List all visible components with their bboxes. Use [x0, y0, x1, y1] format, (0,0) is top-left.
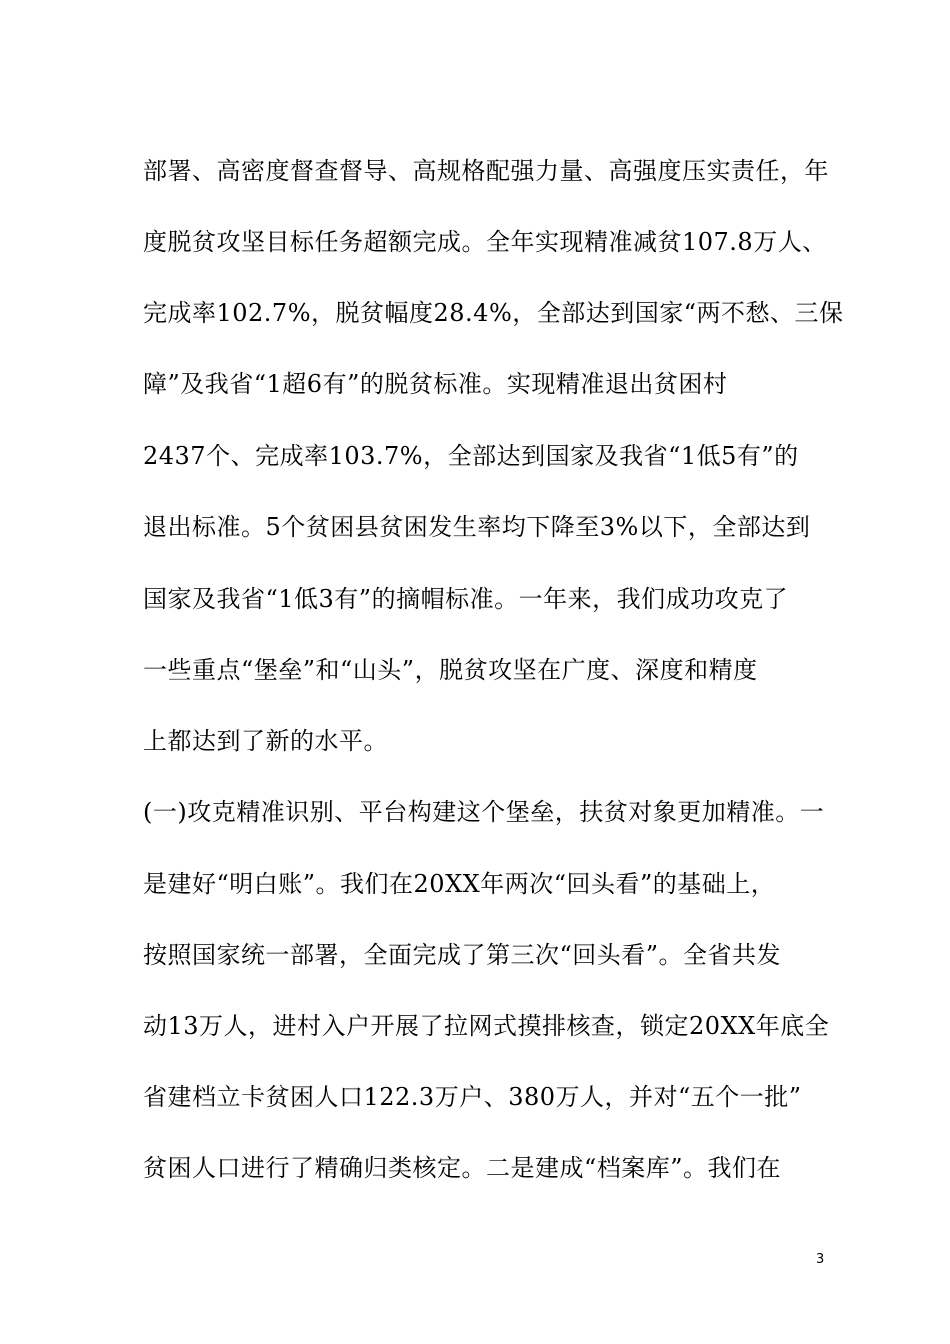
- body-text-line: 是建好“明白账”。我们在20XX年两次“回头看”的基础上，: [143, 870, 776, 898]
- body-text-line: 贫困人口进行了精确归类核定。二是建成“档案库”。我们在: [143, 1154, 782, 1182]
- body-text-line: 国家及我省“1低3有”的摘帽标准。一年来，我们成功攻克了: [143, 585, 789, 613]
- body-text-line: 省建档立卡贫困人口122.3万户、380万人，并对“五个一批”: [143, 1083, 802, 1111]
- body-text-line: 障”及我省“1超6有”的脱贫标准。实现精准退出贫困村: [143, 370, 728, 398]
- section-heading-line: (一)攻克精准识别、平台构建这个堡垒，扶贫对象更加精准。一: [143, 798, 825, 826]
- body-text-line: 一些重点“堡垒”和“山头”，脱贫攻坚在广度、深度和精度: [143, 656, 758, 684]
- body-text-line: 上都达到了新的水平。: [143, 727, 388, 755]
- body-text-line: 部署、高密度督查督导、高规格配强力量、高强度压实责任，年: [143, 157, 829, 185]
- body-text-line: 度脱贫攻坚目标任务超额完成。全年实现精准减贫107.8万人、: [143, 228, 827, 256]
- body-text-line: 退出标准。5个贫困县贫困发生率均下降至3%以下，全部达到: [143, 513, 811, 541]
- body-text-line: 2437个、完成率103.7%，全部达到国家及我省“1低5有”的: [143, 442, 799, 470]
- body-text-line: 完成率102.7%，脱贫幅度28.4%，全部达到国家“两不愁、三保: [143, 299, 844, 327]
- page-number: 3: [816, 1252, 825, 1267]
- body-text-line: 按照国家统一部署，全面完成了第三次“回头看”。全省共发: [143, 941, 782, 969]
- body-text-line: 动13万人，进村入户开展了拉网式摸排核查，锁定20XX年底全: [143, 1012, 830, 1040]
